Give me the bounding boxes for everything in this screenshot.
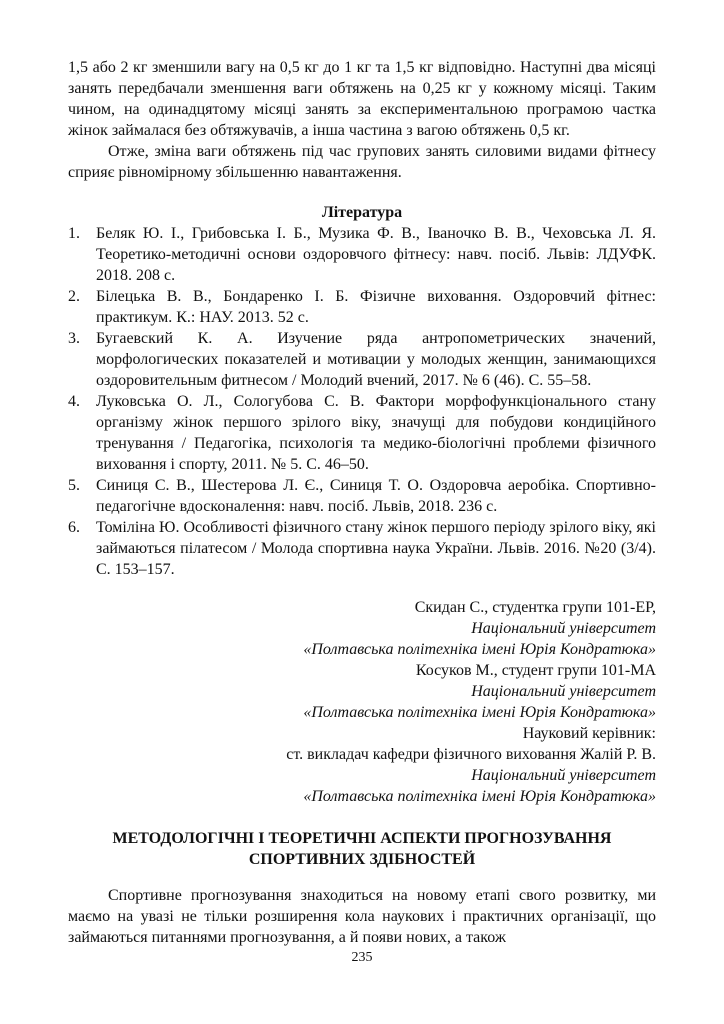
literature-heading: Література [321, 204, 403, 221]
next-section-heading [68, 828, 656, 870]
supervisor-affiliation-line: «Полтавська політехніка імені Юрія Кондратюка» [303, 788, 656, 805]
reference-text: Томіліна Ю. Особливості фізичного стану жінок першого періоду зрілого віку, які займаються пілатесом / Молода спортивна наука України. Львів. 2016. №20 (3/4). С. 153–157. [96, 519, 656, 578]
reference-item-5 [68, 475, 656, 517]
author-affiliation-line: «Полтавська політехніка імені Юрія Кондратюка» [303, 704, 656, 721]
author-name-line: Скидан С., студентка групи 101-ЕР, [414, 599, 656, 616]
reference-number: 2. [68, 288, 80, 305]
supervisor-label-line: Науковий керівник: [522, 725, 656, 742]
reference-number: 1. [68, 225, 80, 242]
author-affiliation-line: «Полтавська політехніка імені Юрія Кондратюка» [303, 641, 656, 658]
next-section-heading-line-1: МЕТОДОЛОГІЧНІ І ТЕОРЕТИЧНІ АСПЕКТИ ПРОГНОЗУВАННЯ [112, 830, 612, 847]
author-affiliation-line: Національний університет [471, 620, 656, 637]
reference-text: Синиця С. В., Шестерова Л. Є., Синиця Т. О. Оздоровча аеробіка. Спортивно-педагогічне вдосконалення: навч. посіб. Львів, 2018. 236 с. [96, 477, 656, 515]
next-section-paragraph: Спортивне прогнозування знаходиться на новому етапі свого розвитку, ми маємо на увазі не тільки розширення кола наукових і практичних організації, що займаються питаннями прогнозування, а й появи нових, а також [68, 887, 656, 946]
author-affiliation-line: Національний університет [471, 683, 656, 700]
reference-text: Бугаевский К. А. Изучение ряда антропометрических значений, морфологических показателей и мотивации у молодых женщин, занимающихся оздоровительным фитнесом / Молодий вчений, 2017. № 6 (46). С. 55–58. [96, 330, 656, 389]
reference-item-1 [68, 223, 656, 286]
reference-item-4 [68, 391, 656, 475]
reference-text: Беляк Ю. І., Грибовська І. Б., Музика Ф. В., Іваночко В. В., Чеховська Л. Я. Теоретико-методичні основи оздоровчого фітнесу: навч. посіб. Львів: ЛДУФК. 2018. 208 с. [96, 225, 656, 284]
reference-number: 4. [68, 393, 80, 410]
reference-number: 3. [68, 330, 80, 347]
reference-text: Білецька В. В., Бондаренко І. Б. Фізичне виховання. Оздоровчий фітнес: практикум. К.: НАУ. 2013. 52 с. [96, 288, 656, 326]
page-number: 235 [351, 950, 373, 965]
reference-number: 6. [68, 519, 80, 536]
reference-item-2 [68, 286, 656, 328]
reference-item-6 [68, 517, 656, 580]
supervisor-name-line: ст. викладач кафедри фізичного виховання Жалій Р. В. [286, 746, 656, 763]
author-attribution-block [68, 597, 656, 807]
reference-item-3 [68, 328, 656, 391]
paragraph-continuation: 1,5 або 2 кг зменшили вагу на 0,5 кг до 1 кг та 1,5 кг відповідно. Наступні два місяці занять передбачали зменшення ваги обтяжень на 0,25 кг у кожному місяці. Таким чином, на одинадцятому місяці занять за експериментальною програмою частка жінок займалася без обтяжувачів, а інша частина з вагою обтяжень 0,5 кг. [68, 59, 656, 139]
reference-list [68, 223, 656, 580]
reference-number: 5. [68, 477, 80, 494]
author-name-line: Косуков М., студент групи 101-МА [415, 662, 656, 679]
reference-text: Луковська О. Л., Сологубова С. В. Фактори морфофункціонального стану організму жінок першого зрілого віку, значущі для побудови кондиційного тренування / Педагогіка, психологія та медико-біологічні проблеми фізичного виховання і спорту, 2011. № 5. С. 46–50. [96, 393, 656, 473]
next-section-heading-line-2: СПОРТИВНИХ ЗДІБНОСТЕЙ [248, 851, 476, 868]
paragraph-conclusion: Отже, зміна ваги обтяжень під час групових занять силовими видами фітнесу сприяє рівномірному збільшенню навантаження. [68, 143, 656, 181]
supervisor-affiliation-line: Національний університет [471, 767, 656, 784]
